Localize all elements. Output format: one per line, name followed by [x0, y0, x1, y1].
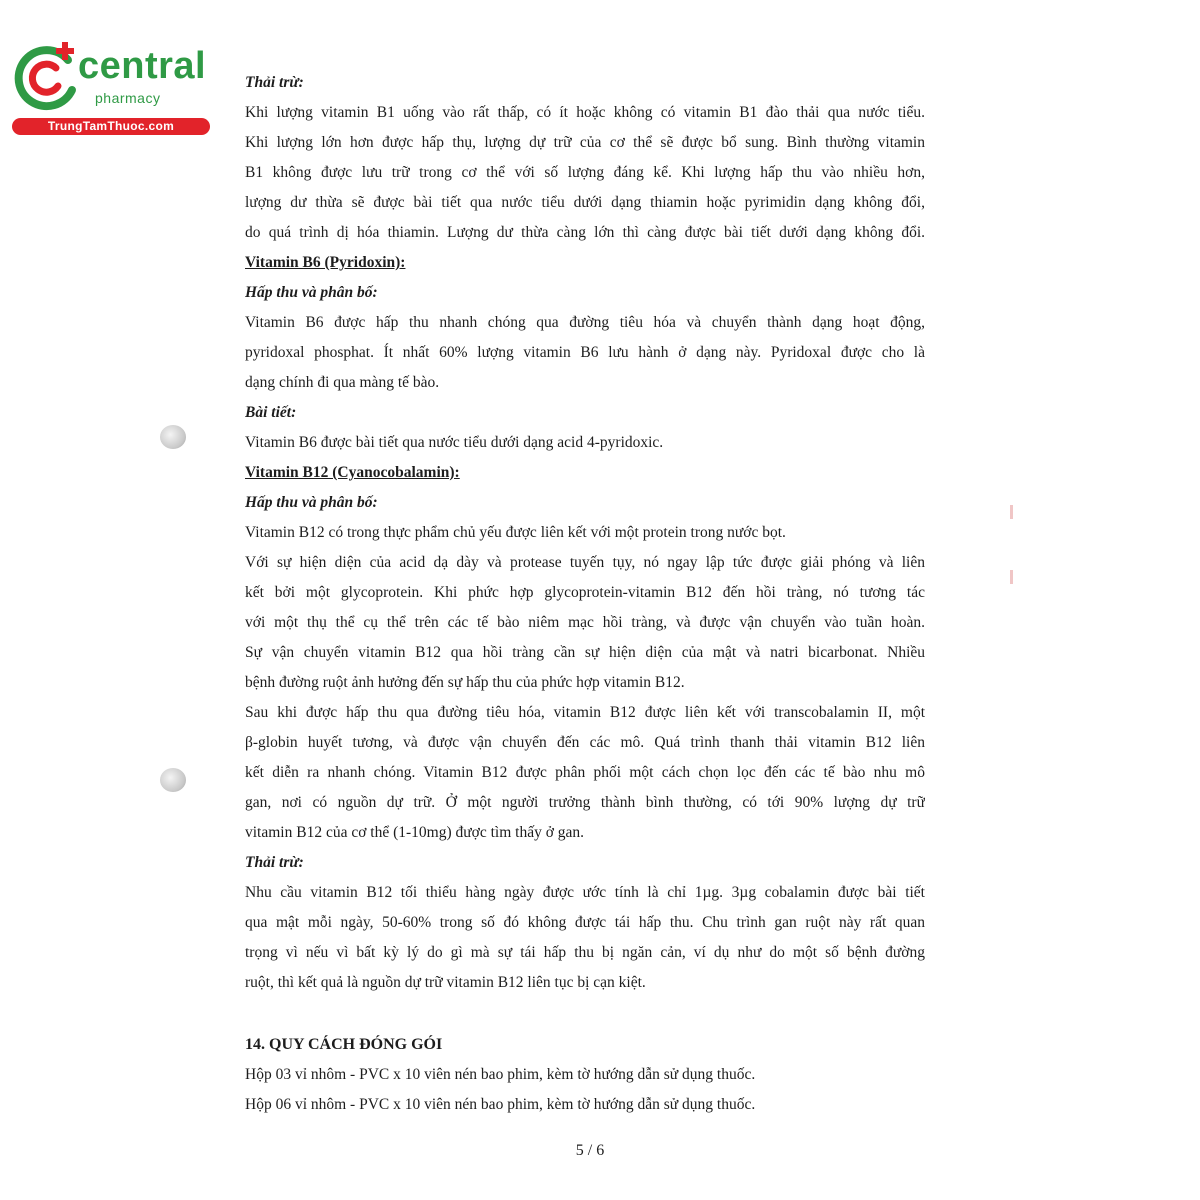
scan-mark: [1010, 505, 1013, 519]
subsection-heading: Hấp thu và phân bố:: [245, 494, 378, 511]
paragraph-line: bệnh đường ruột ảnh hưởng đến sự hấp thu của phức hợp vitamin B12.: [245, 674, 685, 691]
paragraph-line: Khi lượng vitamin B1 uống vào rất thấp, có ít hoặc không có vitamin B1 đào thải qua nước tiểu.: [245, 104, 925, 121]
paragraph-line: pyridoxal phosphat. Ít nhất 60% lượng vitamin B6 lưu hành ở dạng này. Pyridoxal được cho là: [245, 344, 925, 361]
paragraph-line: Khi lượng lớn hơn được hấp thụ, lượng dự trữ của cơ thể sẽ được bổ sung. Bình thường vitamin: [245, 134, 925, 151]
subsection-heading: Thải trừ:: [245, 854, 304, 871]
paragraph-line: Với sự hiện diện của acid dạ dày và protease tuyến tụy, nó ngay lập tức được giải phóng và liên: [245, 554, 925, 571]
paragraph-line: Vitamin B12 có trong thực phẩm chủ yếu được liên kết với một protein trong nước bọt.: [245, 524, 786, 541]
paragraph-line: do quá trình dị hóa thiamin. Lượng dư thừa càng lớn thì càng được bài tiết dưới dạng không đổi.: [245, 224, 925, 241]
paragraph-line: trọng vì nếu vì bất kỳ lý do gì mà sự tái hấp thu bị ngăn cản, ví dụ như do một số bệnh đường: [245, 944, 925, 961]
brand-name: central: [78, 45, 207, 87]
paragraph-line: B1 không được lưu trữ trong cơ thể với số lượng đáng kể. Khi lượng hấp thu vào nhiều hơn,: [245, 164, 925, 181]
subsection-heading: Bài tiết:: [245, 404, 297, 421]
paragraph-line: ruột, thì kết quả là nguồn dự trữ vitamin B12 liên tục bị cạn kiệt.: [245, 974, 646, 991]
paragraph-line: β-globin huyết tương, và được vận chuyển đến các mô. Quá trình thanh thải vitamin B12 liên: [245, 734, 925, 751]
paragraph-line: Vitamin B6 được hấp thu nhanh chóng qua đường tiêu hóa và chuyển thành dạng hoạt động,: [245, 314, 925, 331]
vitamin-heading: Vitamin B6 (Pyridoxin):: [245, 254, 406, 271]
subsection-heading: Hấp thu và phân bố:: [245, 284, 378, 301]
paragraph-line: Hộp 06 vỉ nhôm - PVC x 10 viên nén bao phim, kèm tờ hướng dẫn sử dụng thuốc.: [245, 1096, 756, 1113]
spacer: [245, 1000, 925, 1032]
paragraph-line: kết bởi một glycoprotein. Khi phức hợp glycoprotein-vitamin B12 đến hồi tràng, nó tương tác: [245, 584, 925, 601]
paragraph-line: Hộp 03 vỉ nhôm - PVC x 10 viên nén bao phim, kèm tờ hướng dẫn sử dụng thuốc.: [245, 1066, 756, 1083]
section-heading: 14. QUY CÁCH ĐÓNG GÓI: [245, 1036, 443, 1053]
punch-hole-bottom: [160, 768, 186, 792]
paragraph-line: lượng dư thừa sẽ được bài tiết qua nước tiểu dưới dạng thiamin hoặc pyrimidin dạng không đổi,: [245, 194, 925, 211]
paragraph-line: vitamin B12 của cơ thể (1-10mg) được tìm thấy ở gan.: [245, 824, 585, 841]
paragraph-line: Vitamin B6 được bài tiết qua nước tiểu dưới dạng acid 4-pyridoxic.: [245, 434, 664, 451]
paragraph-line: Nhu cầu vitamin B12 tối thiểu hàng ngày được ước tính là chỉ 1µg. 3µg cobalamin được bài tiết: [245, 884, 925, 901]
paragraph-line: Sau khi được hấp thu qua đường tiêu hóa, vitamin B12 được liên kết với transcobalamin II, một: [245, 704, 925, 721]
paragraph-line: dạng chính đi qua màng tế bào.: [245, 374, 440, 391]
paragraph-line: kết diễn ra nhanh chóng. Vitamin B12 được phân phối một cách chọn lọc đến các tế bào nhu mô: [245, 764, 925, 781]
paragraph-line: qua mật mỗi ngày, 50-60% trong số đó không được tái hấp thu. Chu trình gan ruột này rất quan: [245, 914, 925, 931]
vitamin-heading: Vitamin B12 (Cyanocobalamin):: [245, 464, 460, 481]
paragraph-line: Sự vận chuyển vitamin B12 qua hồi tràng cần sự hiện diện của mật và natri bicarbonat. Nhiều: [245, 644, 925, 661]
page-number: 5 / 6: [575, 1142, 605, 1159]
paragraph-line: với một thụ thể cụ thể trên các tế bào niêm mạc hồi tràng, và được vận chuyển vào tuần hoàn.: [245, 614, 925, 631]
brand-subtitle: pharmacy: [95, 90, 161, 106]
subsection-heading: Thải trừ:: [245, 74, 304, 91]
brand-url-badge: TrungTamThuoc.com: [12, 118, 210, 135]
paragraph-line: gan, nơi có nguồn dự trữ. Ở một người trưởng thành bình thường, có tới 90% lượng dự trữ: [245, 794, 925, 811]
scan-mark: [1010, 570, 1013, 584]
document-body: [245, 70, 925, 1122]
punch-hole-top: [160, 425, 186, 449]
